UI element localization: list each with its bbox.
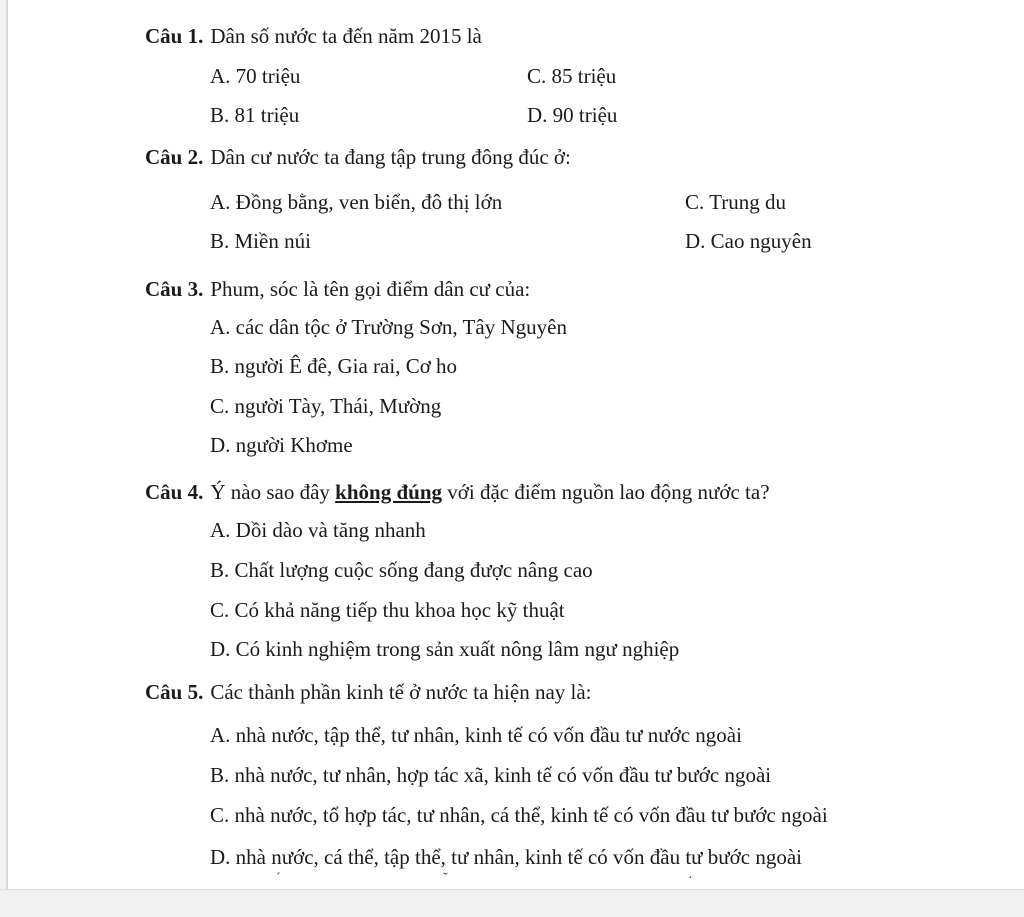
question-1-option-b: B. 81 triệu [210,103,300,127]
question-2-option-d: D. Cao nguyên [685,229,812,253]
question-1-number: Câu 1. [145,24,204,48]
truncated-line-mark-1: ´ [276,871,281,886]
question-1-options-row-1 [0,62,1024,90]
question-5-number: Câu 5. [145,680,204,704]
question-3-option-a: A. các dân tộc ở Trường Sơn, Tây Nguyên [210,315,567,339]
truncated-line-mark-2: ˜ [443,871,448,886]
question-1-option-a: A. 70 triệu [210,64,301,88]
truncated-line-mark-3: · [688,871,693,886]
question-4-option-d-row [0,635,1024,663]
question-5-option-a: A. nhà nước, tập thể, tư nhân, kinh tế có vốn đầu tư nước ngoài [210,723,742,747]
question-5-option-d-row [0,843,1024,871]
question-3-option-b-row [0,352,1024,380]
question-4-option-b: B. Chất lượng cuộc sống đang được nâng cao [210,558,593,582]
question-5-option-d: D. nhà nước, cá thể, tập thể, tư nhân, kinh tế có vốn đầu tư bước ngoài [210,845,802,869]
question-5-heading [0,678,1024,706]
question-5-title: Các thành phần kinh tế ở nước ta hiện nay là: [210,680,592,704]
question-1-options-row-2 [0,101,1024,129]
question-4-title-emphasis: không đúng [335,480,442,504]
question-4-title-after: với đặc điểm nguồn lao động nước ta? [442,480,770,504]
question-3-option-a-row [0,313,1024,341]
question-2-number: Câu 2. [145,145,204,169]
question-3-title: Phum, sóc là tên gọi điểm dân cư của: [210,277,531,301]
question-3-option-d-row [0,431,1024,459]
question-4-option-c-row [0,596,1024,624]
question-4-title-before: Ý nào sao đây [210,480,336,504]
bottom-gray-band [0,889,1024,917]
question-5-option-b-row [0,761,1024,789]
question-2-option-c: C. Trung du [685,190,786,214]
question-4-option-d: D. Có kinh nghiệm trong sản xuất nông lâm ngư nghiệp [210,637,680,661]
question-3-option-b: B. người Ê đê, Gia rai, Cơ ho [210,354,458,378]
question-2-options-row-1 [0,188,1024,216]
question-3-number: Câu 3. [145,277,204,301]
question-2-heading [0,143,1024,171]
question-3-heading [0,275,1024,303]
question-2-option-b: B. Miền núi [210,229,311,253]
question-4-number: Câu 4. [145,480,204,504]
question-5-option-a-row [0,721,1024,749]
question-2-title: Dân cư nước ta đang tập trung đông đúc ở: [210,145,571,169]
question-1-option-c: C. 85 triệu [527,64,617,88]
question-5-option-c: C. nhà nước, tổ hợp tác, tư nhân, cá thể, kinh tế có vốn đầu tư bước ngoài [210,803,828,827]
question-3-option-d: D. người Khơme [210,433,353,457]
question-4-option-b-row [0,556,1024,584]
question-3-option-c-row [0,392,1024,420]
question-4-heading [0,478,1024,506]
question-2-options-row-2 [0,227,1024,255]
question-4-option-a-row [0,516,1024,544]
question-5-option-b: B. nhà nước, tư nhân, hợp tác xã, kinh tế có vốn đầu tư bước ngoài [210,763,772,787]
question-1-title: Dân số nước ta đến năm 2015 là [210,24,482,48]
question-4-option-a: A. Dồi dào và tăng nhanh [210,518,426,542]
question-4-option-c: C. Có khả năng tiếp thu khoa học kỹ thuật [210,598,565,622]
question-5-option-c-row [0,801,1024,829]
question-2-option-a: A. Đồng bằng, ven biển, đô thị lớn [210,190,503,214]
question-3-option-c: C. người Tày, Thái, Mường [210,394,442,418]
question-1-option-d: D. 90 triệu [527,103,618,127]
question-1-heading [0,22,1024,50]
